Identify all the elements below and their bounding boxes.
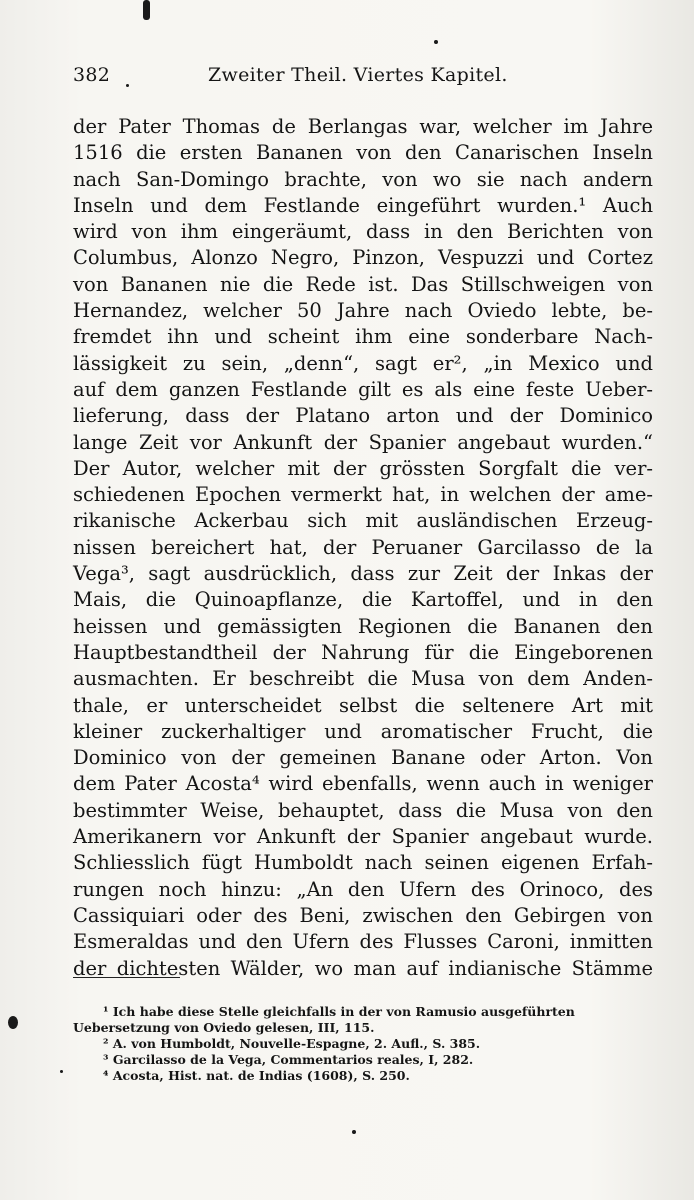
body-text	[73, 114, 653, 982]
text-line: 1516 die ersten Bananen von den Canarischen Inseln	[73, 141, 653, 165]
text-line: Mais, die Quinoapflanze, die Kartoffel, und in den	[73, 588, 653, 612]
footnote-divider	[73, 977, 180, 978]
text-line: Vega³, sagt ausdrücklich, dass zur Zeit der Inkas der	[73, 562, 653, 586]
text-line: heissen und gemässigten Regionen die Bananen den	[73, 614, 653, 638]
text-line: der Pater Thomas de Berlangas war, welcher im Jahre	[73, 115, 653, 138]
footnote-1: ¹ Ich habe diese Stelle gleichfalls in der von Ramusio ausgeführten	[103, 1004, 575, 1019]
text-line: lieferung, dass der Platano arton und der Dominico	[73, 404, 653, 428]
text-line: rikanische Ackerbau sich mit ausländischen Erzeug-	[73, 509, 653, 533]
text-line: kleiner zuckerhaltiger und aromatischer Frucht, die	[73, 719, 653, 743]
scan-speck	[352, 1130, 356, 1134]
text-line: der dichtesten Wälder, wo man auf indianische Stämme	[73, 956, 653, 980]
text-line: thale, er unterscheidet selbst die seltenere Art mit	[73, 693, 653, 717]
footnote-3: ³ Garcilasso de la Vega, Commentarios reales, I, 282.	[103, 1052, 474, 1067]
text-line: Inseln und dem Festlande eingeführt wurden.¹ Auch	[73, 193, 653, 217]
text-line: lange Zeit vor Ankunft der Spanier angebaut wurden.“	[73, 430, 653, 454]
text-line: Dominico von der gemeinen Banane oder Arton. Von	[73, 746, 653, 770]
footnote-1-continuation: Uebersetzung von Oviedo gelesen, III, 115.	[73, 1020, 375, 1035]
footnote-2: ² A. von Humboldt, Nouvelle-Espagne, 2. Aufl., S. 385.	[103, 1036, 481, 1051]
text-line: Columbus, Alonzo Negro, Pinzon, Vespuzzi und Cortez	[73, 246, 653, 270]
text-line: schiedenen Epochen vermerkt hat, in welchen der ame-	[73, 483, 653, 507]
scan-speck	[143, 0, 150, 20]
text-line: fremdet ihn und scheint ihm eine sonderbare Nach-	[73, 325, 653, 349]
page-header	[73, 64, 653, 94]
text-line: Cassiquiari oder des Beni, zwischen den Gebirgen von	[73, 903, 653, 927]
text-line: Esmeraldas und den Ufern des Flusses Caroni, inmitten	[73, 930, 653, 954]
text-line: auf dem ganzen Festlande gilt es als eine feste Ueber-	[73, 377, 653, 401]
text-line: nach San-Domingo brachte, von wo sie nach andern	[73, 167, 653, 191]
text-line: wird von ihm eingeräumt, dass in den Berichten von	[73, 220, 653, 244]
text-line: bestimmter Weise, behauptet, dass die Musa von den	[73, 798, 653, 822]
footnotes	[73, 1004, 653, 1084]
running-title: Zweiter Theil. Viertes Kapitel.	[208, 64, 508, 86]
text-line: dem Pater Acosta⁴ wird ebenfalls, wenn auch in weniger	[73, 772, 653, 796]
text-line: von Bananen nie die Rede ist. Das Stillschweigen von	[73, 272, 653, 296]
text-line: Der Autor, welcher mit der grössten Sorgfalt die ver-	[73, 456, 653, 480]
scan-speck	[434, 40, 438, 44]
text-line: Hauptbestandtheil der Nahrung für die Eingeborenen	[73, 640, 653, 664]
text-line: ausmachten. Er beschreibt die Musa von dem Anden-	[73, 667, 653, 691]
text-line: rungen noch hinzu: „An den Ufern des Orinoco, des	[73, 877, 653, 901]
text-line: nissen bereichert hat, der Peruaner Garcilasso de la	[73, 535, 653, 559]
page-number: 382	[73, 64, 111, 86]
text-line: Amerikanern vor Ankunft der Spanier angebaut wurde.	[73, 825, 653, 849]
footnote-4: ⁴ Acosta, Hist. nat. de Indias (1608), S. 250.	[103, 1068, 410, 1083]
scan-speck	[60, 1070, 63, 1073]
text-line: Schliesslich fügt Humboldt nach seinen eigenen Erfah-	[73, 851, 653, 875]
text-line: Hernandez, welcher 50 Jahre nach Oviedo lebte, be-	[73, 299, 653, 323]
text-line: lässigkeit zu sein, „denn“, sagt er², „in Mexico und	[73, 351, 653, 375]
scan-speck	[8, 1016, 18, 1029]
